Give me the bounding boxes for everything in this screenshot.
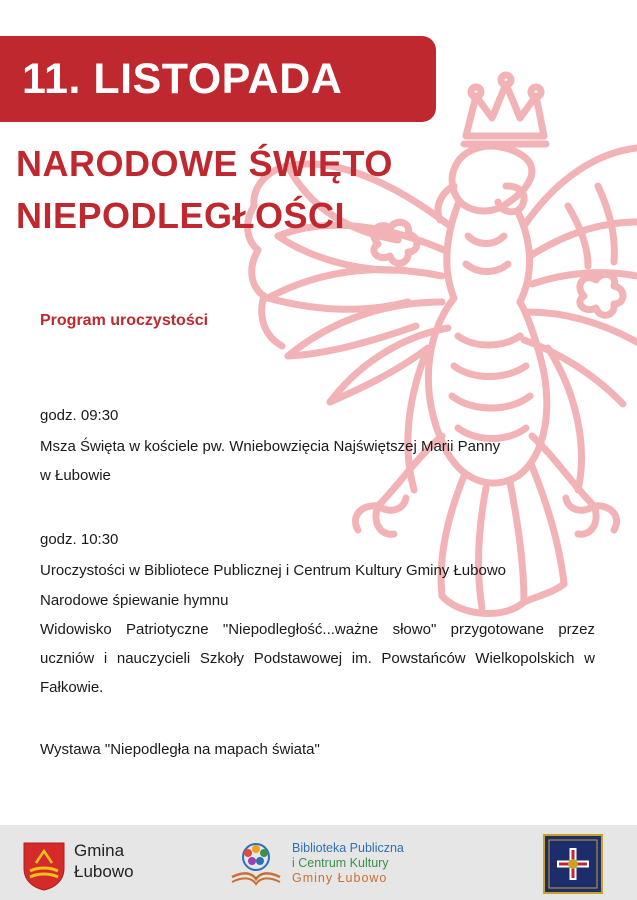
- title-banner: [0, 36, 436, 122]
- gmina-line-2: Łubowo: [74, 862, 134, 881]
- subtitle-line-2: NIEPODLEGŁOŚCI: [16, 195, 346, 236]
- banner-title: 11. LISTOPADA: [22, 54, 343, 103]
- library-line-1: Biblioteka Publiczna: [292, 841, 404, 855]
- library-line-2: i Centrum Kultury: [292, 856, 389, 870]
- footer-logos: [0, 825, 637, 900]
- library-logo-icon: [226, 839, 286, 887]
- subtitle-line-1: NARODOWE ŚWIĘTO: [16, 143, 393, 184]
- event2-time: godz. 10:30: [40, 531, 119, 548]
- event1-line2: w Łubowie: [40, 467, 111, 484]
- library-name: [292, 841, 404, 886]
- program-heading: Program uroczystości: [40, 312, 209, 329]
- event2-line1: Uroczystości w Bibliotece Publicznej i Centrum Kultury Gminy Łubowo: [40, 562, 507, 579]
- event2-line2: Narodowe śpiewanie hymnu: [40, 592, 229, 609]
- event2-line3: Widowisko Patriotyczne "Niepodległość...ważne słowo" przygotowane przez uczniów i nauczycieli Szkoły Podstawowej im. Powstańców Wielkopolskich w Fałkowie.: [40, 621, 595, 696]
- event1-line1: Msza Święta w kościele pw. Wniebowzięcia Najświętszej Marii Panny: [40, 438, 501, 455]
- exhibition-text: Wystawa "Niepodległa na mapach świata": [40, 741, 320, 758]
- school-emblem-icon: [543, 834, 603, 894]
- white-eagle-icon: [228, 36, 637, 636]
- coat-of-arms-icon: [22, 841, 66, 891]
- page-subtitle: [16, 138, 393, 242]
- gmina-line-1: Gmina: [74, 841, 125, 860]
- gmina-name: [74, 840, 134, 882]
- event1-time: godz. 09:30: [40, 407, 119, 424]
- library-line-3: Gminy Łubowo: [292, 871, 388, 885]
